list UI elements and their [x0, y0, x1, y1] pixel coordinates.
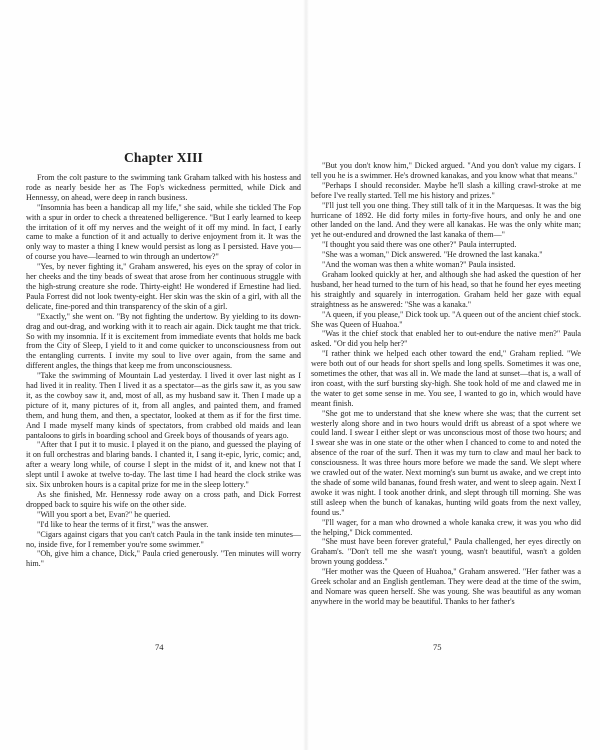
book-gutter	[303, 0, 309, 750]
paragraph: "Will you sport a bet, Evan?" he queried.	[37, 509, 171, 519]
paragraph: "Her mother was the Queen of Huahoa," Graham answered. "Her father was a Greek scholar and an English gentleman. They were dead at the time of the swim, and Nomare was queen herself. She was young. She was beautiful as any woman anywhere in the world may be beautiful. Thanks to her father's	[311, 567, 581, 606]
paragraph: "Take the swimming of Mountain Lad yesterday. I lived it over last night as I had lived it in reality. Then I lived it as a spectator—as the girls saw it, as you saw it, as the cowboy saw it, and, most of all, as my husband saw it. Then I made up a picture of it, many pictures of it, from all angles, and painted them, and framed them, and hung them, and then, a spectator, looked at them as if for the first time. And I made myself many kinds of spectators, from crabbed old maids and lean pantaloons to girls in boarding school and Greek boys of thousands of years ago.	[26, 371, 301, 440]
right-page-body	[311, 161, 581, 607]
paragraph: "Insomnia has been a handicap all my life," she said, while she tickled The Fop with a spur in order to check a threatened belligerence. "But I early learned to keep the irritation of it off my nerves and the weight of it off my mind. In fact, I early came to make a function of it and actually to derive enjoyment from it. It was the only way to master a thing I knew would persist as long as I persisted. Have you—of course you have—learned to win through an undertow?"	[26, 202, 301, 262]
left-page-body	[26, 173, 301, 569]
paragraph: "A queen, if you please," Dick took up. "A queen out of the ancient chief stock. She was Queen of Huahoa."	[311, 309, 581, 329]
paragraph: "She must have been forever grateful," Paula challenged, her eyes directly on Graham's. "Don't tell me she wasn't young, wasn't beautiful, wasn't a golden brown young goddess."	[311, 537, 581, 567]
left-page	[26, 14, 301, 744]
paragraph: "And the woman was then a white woman?" Paula insisted.	[322, 260, 516, 270]
paragraph: "I'll just tell you one thing. They still talk of it in the Marquesas. It was the big hurricane of 1892. He did forty miles in forty-five hours, and only he and one other landed on the land. And they were all kanakas. He was the only white man; yet he out-endured and drowned the last kanaka of them—"	[311, 200, 581, 240]
page-number-left: 74	[155, 642, 164, 652]
page-number-right: 75	[433, 642, 442, 652]
paragraph: "Perhaps I should reconsider. Maybe he'll slash a killing crawl-stroke at me before I've really started. Tell me his history and prizes."	[311, 180, 581, 200]
paragraph: "I'd like to hear the terms of it first," was the answer.	[37, 519, 209, 529]
paragraph: Graham looked quickly at her, and although she had asked the question of her husband, her head turned to the turn of his head, so that he found her eyes meeting his straightly and squarely in interrogation. Graham held her gaze with equal straightness as he answered: "She was a kanaka."	[311, 269, 581, 309]
paragraph: As she finished, Mr. Hennessy rode away on a cross path, and Dick Forrest dropped back to squire his wife on the other side.	[26, 490, 301, 509]
paragraph: "Yes, by never fighting it," Graham answered, his eyes on the spray of color in her cheeks and the tiny beads of sweat that arose from her continuous struggle with the high-strung creature she rode. Thirty-eight! He wondered if Ernestine had lied. Paula Forrest did not look twenty-eight. Her skin was the skin of a girl, with all the delicate, fine-pored and thin transparency of the skin of a girl.	[26, 262, 301, 311]
chapter-title: Chapter XIII	[123, 150, 204, 165]
paragraph: "After that I put it to music. I played it on the piano, and guessed the playing of it on full orchestras and blaring bands. I chanted it, I sang it-epic, lyric, comic; and, after a weary long while, of course I slept in the midst of it, and knew not that I slept until I awoke at twelve to-day. The last time I had heard the clock strike was six. Six unbroken hours is a capital prize for me in the sleep lottery."	[26, 440, 301, 490]
right-page	[311, 14, 581, 744]
paragraph: From the colt pasture to the swimming tank Graham talked with his hostess and rode as nearly beside her as The Fop's wickedness permitted, while Dick and Hennessy, on ahead, were deep in ranch business.	[26, 173, 301, 202]
paragraph: "Exactly," she went on. "By not fighting the undertow. By yielding to its down-drag and out-drag, and working with it to reach air again. Dick taught me that trick. So with my insomnia. If it is excitement from immediate events that holds me back from the City of Sleep, I yield to it and come quicker to unconsciousness from out the entangling currents. I invite my soul to live over again, from the same and different angles, the things that keep me from unconsciousness.	[26, 311, 301, 371]
paragraph: "I'll wager, for a man who drowned a whole kanaka crew, it was you who did the helping," Dick commented.	[311, 517, 581, 537]
paragraph: "Cigars against cigars that you can't catch Paula in the tank inside ten minutes—no, inside five, for I remember you're some swimmer."	[26, 529, 301, 549]
paragraph: "She was a woman," Dick answered. "He drowned the last kanaka."	[322, 250, 543, 260]
paragraph: "Was it the chief stock that enabled her to out-endure the native men?" Paula asked. "Or did you help her?"	[311, 329, 581, 349]
paragraph: "She got me to understand that she knew where she was; that the current set westerly along shore and in two hours would drift us abreast of a spot where we could land. I swear I either slept or was unconscious most of those two hours; and I swear she was in one state or the other when I chanced to come to and noted the absence of the roar of the surf. Then it was my turn to claw and maul her back to consciousness. It was three hours more before we made the sand. We slept where we crawled out of the water. Next morning's sun burnt us awake, and we crept into the shade of some wild bananas, found fresh water, and went to sleep again. Next I awoke it was night. I took another drink, and slept through till morning. She was still asleep when the bunch of kanakas, hunting wild goats from the next valley, found us."	[311, 408, 581, 517]
paragraph: "Oh, give him a chance, Dick," Paula cried generously. "Ten minutes will worry him."	[26, 549, 301, 569]
paragraph: "But you don't know him," Dicked argued. "And you don't value my cigars. I tell you he is a swimmer. He's drowned kanakas, and you know what that means."	[311, 161, 581, 180]
paragraph: "I rather think we helped each other toward the end," Graham replied. "We were both out of our heads for short spells and long spells. Sometimes it was one, sometimes the other, that was all in. We made the land at sunset—that is, a wall of iron coast, with the surf bursting sky-high. She took hold of me and clawed me in the water to get some sense in me. You see, I wanted to go in, which would have meant finish.	[311, 349, 581, 408]
paragraph: "I thought you said there was one other?" Paula interrupted.	[322, 240, 517, 250]
